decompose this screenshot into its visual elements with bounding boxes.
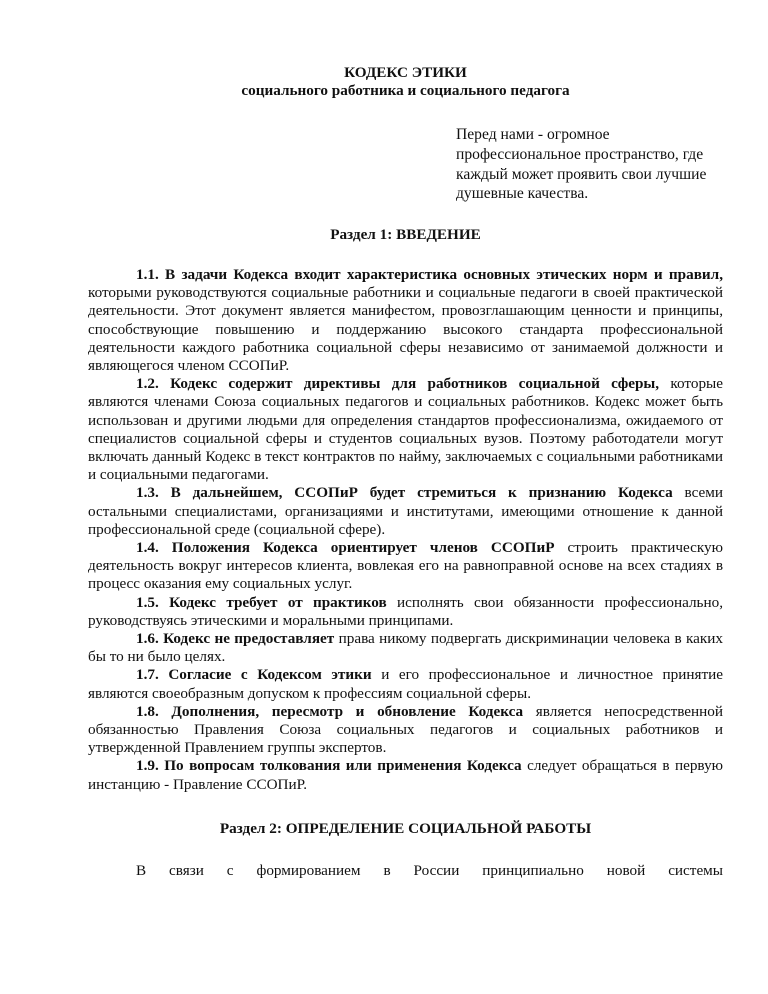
paragraph-1-1-text: которыми руководствуются социальные работники и социальные педагоги в своей практической деятельности. Этот документ является манифестом, провозглашающим ценности и принципы, способствующие повышению и поддержанию высокого стандарта профессиональной деятельности каждого работника социальной сферы независимо от занимаемой должности и являющегося членом ССОПиР. — [88, 284, 723, 374]
epigraph: Перед нами - огромное профессиональное пространство, где каждый может проявить свои лучшие душевные качества. — [456, 126, 707, 203]
paragraph-1-2-text: которые являются членами Союза социальных педагогов и социальных работников. Кодекс может быть использован и другими людьми для определения стандартов профессионализма, ожидаемого от специалистов социальной сферы и студентов социальных вузов. Поэтому работодатели могут включать данный Кодекс в текст контрактов по найму, заключаемых с социальными работниками и социальными педагогами. — [88, 375, 723, 484]
paragraph-1-6 — [88, 630, 723, 666]
paragraph-1-4-lead: 1.4. Положения Кодекса ориентирует членов ССОПиР — [136, 539, 555, 557]
paragraph-1-5 — [88, 594, 723, 630]
document-title: КОДЕКС ЭТИКИ — [344, 64, 467, 81]
paragraph-1-4 — [88, 539, 723, 594]
paragraph-1-3-lead: 1.3. В дальнейшем, ССОПиР будет стремиться к признанию Кодекса — [136, 484, 673, 502]
paragraph-1-6-text: права никому подвергать дискриминации человека в каких бы то ни было целях. — [88, 630, 724, 666]
paragraph-1-1-lead: 1.1. В задачи Кодекса входит характеристика основных этических норм и правил, — [136, 265, 723, 283]
paragraph-1-8-text: является непосредственной обязанностью Правления Союза социальных педагогов и социальных работников и утвержденной Правлением группы экспертов. — [88, 702, 724, 757]
document-page — [88, 64, 723, 895]
paragraph-1-3-text: всеми остальными специалистами, организациями и институтами, имеющими отношение к данной профессиональной среде (социальной сфере). — [88, 484, 723, 538]
paragraph-1-5-lead: 1.5. Кодекс требует от практиков — [136, 593, 387, 611]
paragraph-1-8 — [88, 703, 723, 758]
paragraph-1-2-lead: 1.2. Кодекс содержит директивы для работников социальной сферы, — [136, 375, 660, 393]
paragraph-1-9-lead: 1.9. По вопросам толкования или применения Кодекса — [136, 757, 522, 775]
paragraph-1-7 — [88, 666, 723, 702]
section-2-paragraph: В связи с формированием в России принципиально новой системы — [136, 862, 723, 880]
paragraph-1-8-lead: 1.8. Дополнения, пересмотр и обновление Кодекса — [136, 702, 524, 720]
paragraph-1-7-text: и его профессиональное и личностное принятие являются своеобразным допуском к профессиям социальной сферы. — [88, 666, 723, 702]
paragraph-1-7-lead: 1.7. Согласие с Кодексом этики — [136, 666, 372, 684]
paragraph-1-6-lead: 1.6. Кодекс не предоставляет — [136, 630, 335, 648]
paragraph-1-3 — [88, 484, 723, 539]
document-subtitle: социального работника и социального педагога — [241, 82, 570, 100]
paragraph-1-1 — [88, 266, 723, 375]
paragraph-1-9-text: следует обращаться в первую инстанцию - Правление ССОПиР. — [88, 757, 724, 793]
paragraph-1-2 — [88, 375, 723, 484]
paragraph-1-5-text: исполнять свои обязанности профессионально, руководствуясь этическими и моральными принципами. — [88, 593, 723, 629]
section-2-heading: Раздел 2: ОПРЕДЕЛЕНИЕ СОЦИАЛЬНОЙ РАБОТЫ — [219, 819, 592, 837]
section-1-heading: Раздел 1: ВВЕДЕНИЕ — [330, 225, 481, 243]
paragraph-1-9 — [88, 757, 723, 793]
paragraph-1-4-text: строить практическую деятельность вокруг интересов клиента, вовлекая его на равноправной основе на всех стадиях в процесс оказания ему социальных услуг. — [88, 539, 723, 593]
